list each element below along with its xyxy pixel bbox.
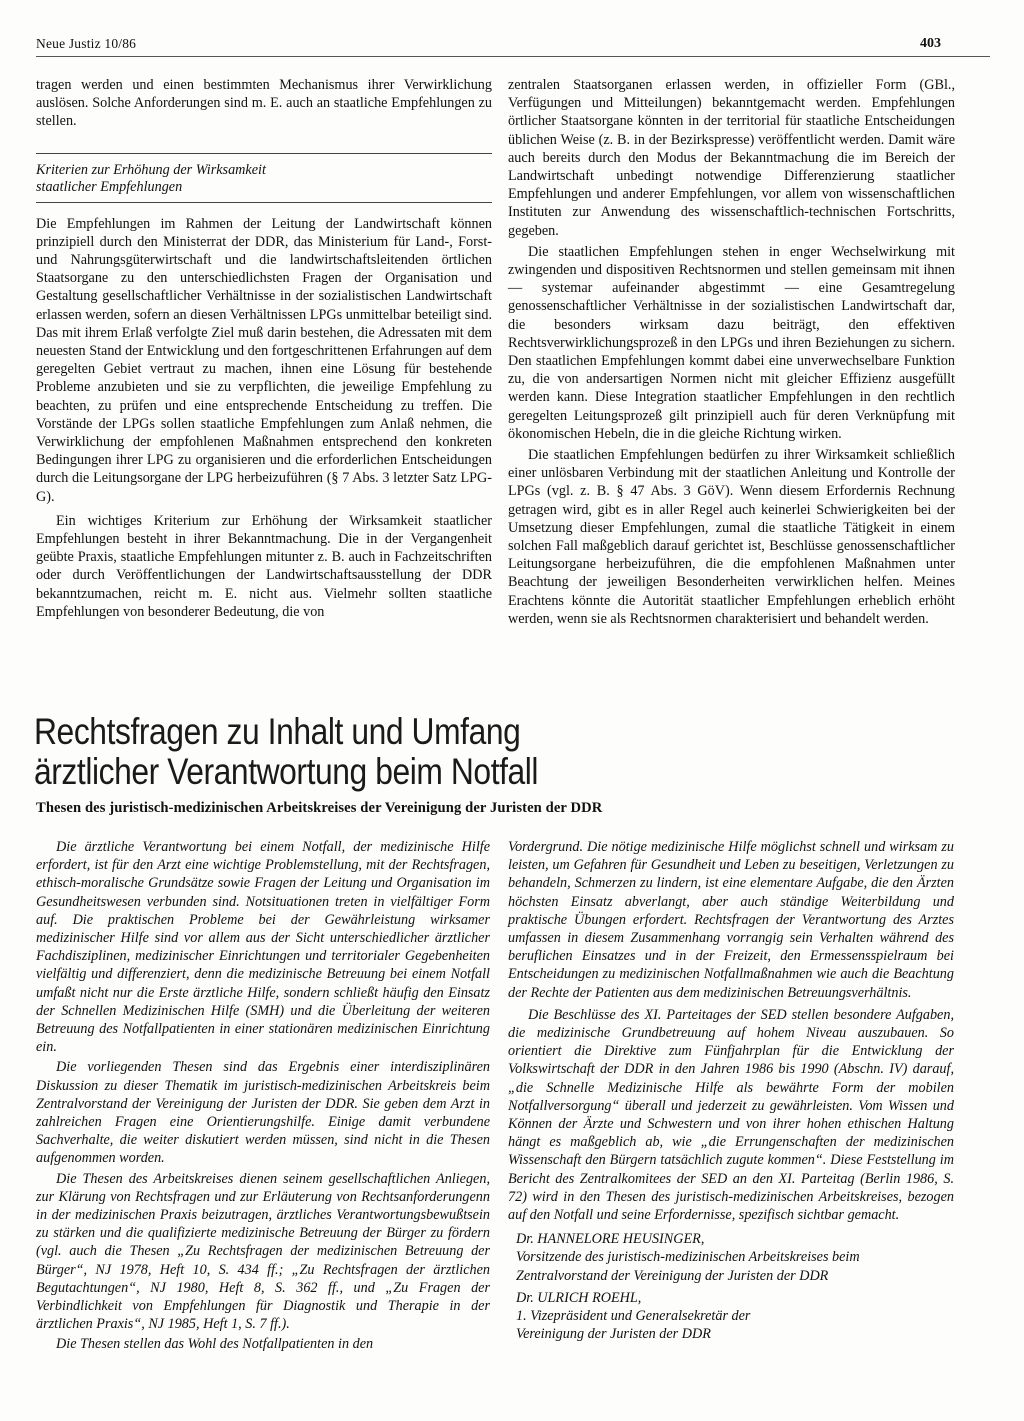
paragraph: Die vorliegenden Thesen sind das Ergebnis einer interdisziplinären Diskussion zu dieser Thematik im juristisch-medizinischen Arbeitskreis beim Zentralvorstand der Vereinigung der Juristen der DDR. Sie geben dem Arzt in zahlreichen Fragen eine Orientierungshilfe. Einige damit verbundene Sachverhalte, die weiter diskutiert werden müssen, sind nicht in die Thesen aufgenommen worden.: [36, 1059, 490, 1167]
paragraph: Die ärztliche Verantwortung bei einem Notfall, der medizinische Hilfe erfordert, ist für den Arzt eine wichtige Problemstellung, mit der Rechtsfragen, ethisch-moralische Grundsätze sowie Fragen der Leitung und Organisation im Gesundheitswesen verbunden sind. Notsituationen treten in vielfältiger Form auf. Die praktischen Probleme bei der Gewährleistung wirksamer medizinischer Hilfe sind vor allem aus der Sicht unterschiedlicher ärztlicher Fachdisziplinen, medizinischer Einrichtungen und territorialer Gegebenheiten vielfältig und differenziert, denn die medizinische Betreuung bei einem Notfall umfaßt nicht nur die Erste ärztliche Hilfe, sondern schließt häufig den Einsatz der Schnellen Medizinischen Hilfe (SMH) und die Überleitung der weiteren Betreuung des Notfallpatienten in einer stationären medizinischen Einrichtung ein.: [36, 839, 490, 1056]
paragraph: Vordergrund. Die nötige medizinische Hilfe möglichst schnell und wirksam zu leisten, um Gefahren für Gesundheit und Leben zu beseitigen, Verletzungen zu behandeln, Schmerzen zu lindern, ist eine elementare Aufgabe, die den Ärzten höchsten Einsatz abverlangt, aber auch ständige Weiterbildung und praktische Übungen erfordert. Rechtsfragen der Verantwortung des Arztes umfassen in diesem Zusammenhang vorrangig sein Verhalten während des beruflichen Einsatzes und in der Freizeit, den Ermessensspielraum bei Entscheidungen zu medizinischen Notfallmaßnahmen wie auch die Beachtung der Rechte der Patienten aus dem medizinischen Betreuungsverhältnis.: [508, 839, 954, 1001]
article-subtitle: Thesen des juristisch-medizinischen Arbeitskreises der Vereinigung der Juristen der DDR: [36, 800, 603, 816]
article-right-column: [508, 838, 954, 1343]
subheading: [36, 162, 492, 196]
signatory-role: Vorsitzende des juristisch-medizinischen Arbeitskreises beim Zentralvorstand der Vereinigung der Juristen der DDR: [516, 1249, 860, 1284]
paragraph: Ein wichtiges Kriterium zur Erhöhung der Wirksamkeit staatlicher Empfehlungen besteht in ihrer Bekanntmachung. Die in der Vergangenheit geübte Praxis, staatliche Empfehlungen mitunter z. B. auch in Fachzeitschriften oder durch Veröffentlichungen der Landwirtschaftsausstellung der DDR bekanntzumachen, reicht m. E. nicht aus. Vielmehr sollten staatliche Empfehlungen von besonderer Bedeutung, die von: [36, 512, 492, 620]
paragraph: Die Beschlüsse des XI. Parteitages der SED stellen besondere Aufgaben, die medizinische Grundbetreuung auf hohem Niveau auszubauen. So orientiert die Direktive zum Fünfjahrplan für die Entwicklung der Volkswirtschaft der DDR in den Jahren 1986 bis 1990 (Abschn. IV) darauf, „die Schnelle Medizinische Hilfe als bewährte Form der mobilen Notfallversorgung“ überall und jederzeit zu gewährleisten. Vom Wissen und Können der Ärzte und Schwestern und von ihrer hohen ethischen Haltung hängt es maßgeblich ab, wie „die Errungenschaften der medizinischen Wissenschaft den Bürgern tatsächlich zugute kommen“. Diese Feststellung im Bericht des Zentralkomitees der SED an den XI. Parteitag (Berlin 1986, S. 72) wird in den Thesen des juristisch-medizinischen Arbeitskreises, bezogen auf den Notfall und seine Erfordernisse, spezifisch sichtbar gemacht.: [508, 1006, 954, 1224]
signatory-role: 1. Vizepräsident und Generalsekretär der Vereinigung der Juristen der DDR: [516, 1308, 751, 1343]
continuation-paragraph: tragen werden und einen bestimmten Mechanismus ihrer Verwirklichung auslösen. Solche Anforderungen sind m. E. auch an staatliche Empfehlungen zu stellen.: [36, 77, 492, 130]
paragraph: Die staatlichen Empfehlungen bedürfen zu ihrer Wirksamkeit schließlich einer unlösbaren Verbindung mit der staatlichen Anleitung und Kontrolle der LPGs (vgl. z. B. § 47 Abs. 3 GöV). Wenn diesem Erfordernis Rechnung getragen wird, gibt es in aller Regel auch keinerlei Schwierigkeiten bei der Umsetzung dieser Empfehlungen, zumal die staatliche Tätigkeit in einem solchen Fall maßgeblich darauf gerichtet ist, Beschlüsse genossenschaftlicher Leitungsorgane herbeizuführen, die die empfohlenen Maßnahmen unter Beachtung der jeweiligen Besonderheiten verwirklichen helfen. Meines Erachtens könnte die Autorität staatlicher Empfehlungen erheblich erhöht werden, wenn sie als Rechtsnormen charakterisiert und behandelt werden.: [508, 447, 955, 627]
paragraph: Die Thesen des Arbeitskreises dienen seinem gesellschaftlichen Anliegen, zur Klärung von Rechtsfragen und zur Erläuterung von Rechtsanforderungenn in der medizinischen Praxis beizutragen, ärztliches Verantwortungsbewußtsein zu stärken und die qualifizierte medizinische Betreuung der Bürger zu fördern (vgl. auch die Thesen „Zu Rechtsfragen der medizinischen Betreuung der Bürger“, NJ 1978, Heft 10, S. 434 ff.; „Zu Rechtsfragen der ärztlichen Begutachtungen“, NJ 1980, Heft 8, S. 362 ff., und „Zu Fragen der Verbindlichkeit von Empfehlungen für Diagnostik und Therapie in der ärztlichen Praxis“, NJ 1985, Heft 1, S. 7 ff.).: [36, 1170, 490, 1333]
subheading-line-1: Kriterien zur Erhöhung der Wirksamkeit: [36, 161, 266, 178]
paragraph: Die Empfehlungen im Rahmen der Leitung der Landwirtschaft können prinzipiell durch den Ministerrat der DDR, das Ministerium für Land-, Forst- und Nahrungsgüterwirtschaft und die landwirtschaftsleitenden örtlichen Staatsorgane zu den unterschiedlichsten Fragen der Organisation und Gestaltung gesellschaftlicher Verhältnisse in der sozialistischen Landwirtschaft erlassen werden, sofern an diesen Verhältnissen LPGs unmittelbar beteiligt sind. Das mit ihrem Erlaß verfolgte Ziel muß darin bestehen, die Adressaten mit dem neuesten Stand der Entwicklung und den fortgeschrittenen Erfahrungen auf dem geregelten Gebiet vertraut zu machen, ihnen eine Lösung für bestehende Probleme anzubieten und sie zu verpflichten, die jeweilige Empfehlung zu beachten, zu prüfen und eine entsprechende Entscheidung zu treffen. Die Vorstände der LPGs sollen staatliche Empfehlungen zum Anlaß nehmen, die Verwirklichung der empfohlenen Maßnahmen entsprechend den konkreten Bedingungen ihrer LPG zu organisieren und die erforderlichen Entscheidungen durch die Leitungsorgane der LPG herbeizuführen (§ 7 Abs. 3 letzter Satz LPG-G).: [36, 215, 492, 505]
signature-block-1: [508, 1230, 954, 1285]
subheading-rule-top: [36, 153, 492, 154]
signatory-name: Dr. HANNELORE HEUSINGER,: [516, 1231, 705, 1248]
top-right-column: [508, 76, 955, 628]
header-rule: [36, 56, 990, 57]
paragraph: Die staatlichen Empfehlungen stehen in enger Wechselwirkung mit zwingenden und dispositiven Rechtsnormen und stellen gemeinsam mit ihnen — systemar aufeinander abgestimmt — eine Gesamtregelung genossenschaftlicher Verhältnisse in der sozialistischen Landwirtschaft dar, die besonders wirksam dazu beiträgt, den effektiven Rechtsverwirklichungsprozeß in den LPGs und ihren Beziehungen zu sichern. Den staatlichen Empfehlungen kommt dabei eine unverwechselbare Funktion zu, die von andersartigen Normen nicht mit gleicher Effizienz ausgefüllt werden kann. Diese Integration staatlicher Empfehlungen in den rechtlich geregelten Leitungsprozeß gilt prinzipiell auch für deren Verknüpfung mit ökonomischen Hebeln, die in die gleiche Richtung wirken.: [508, 243, 955, 442]
article-left-column: [36, 838, 490, 1354]
article-title-line-2: ärztlicher Verantwortung beim Notfall: [34, 751, 539, 792]
signatory-name: Dr. ULRICH ROEHL,: [516, 1289, 642, 1306]
top-left-column: [36, 76, 492, 621]
running-header-journal: Neue Justiz 10/86: [36, 36, 137, 51]
article-title-line-1: Rechtsfragen zu Inhalt und Umfang: [34, 711, 521, 752]
article-title: [34, 712, 860, 792]
paragraph: Die Thesen stellen das Wohl des Notfallpatienten in den: [56, 1336, 374, 1353]
subheading-rule-bottom: [36, 202, 492, 203]
page-number: 403: [920, 36, 941, 51]
signature-block-2: [508, 1289, 954, 1344]
paragraph: zentralen Staatsorganen erlassen werden, in offizieller Form (GBl., Verfügungen und Mitteilungen) bekanntgemacht werden. Empfehlungen örtlicher Staatsorgane könnten in der territorial für staatliche Entscheidungen üblichen Weise (z. B. in der Bezirkspresse) veröffentlicht werden. Damit wäre auch bereits durch den Modus der Bekanntmachung die im Bereich der Landwirtschaft unbedingt notwendige Differenzierung staatlicher Empfehlungen und anderer Empfehlungen, vor allem von wissenschaftlichen Instituten zur Anwendung des wissenschaftlich-technischen Fortschritts, gegeben.: [508, 77, 955, 239]
subheading-line-2: staatlicher Empfehlungen: [36, 178, 183, 195]
